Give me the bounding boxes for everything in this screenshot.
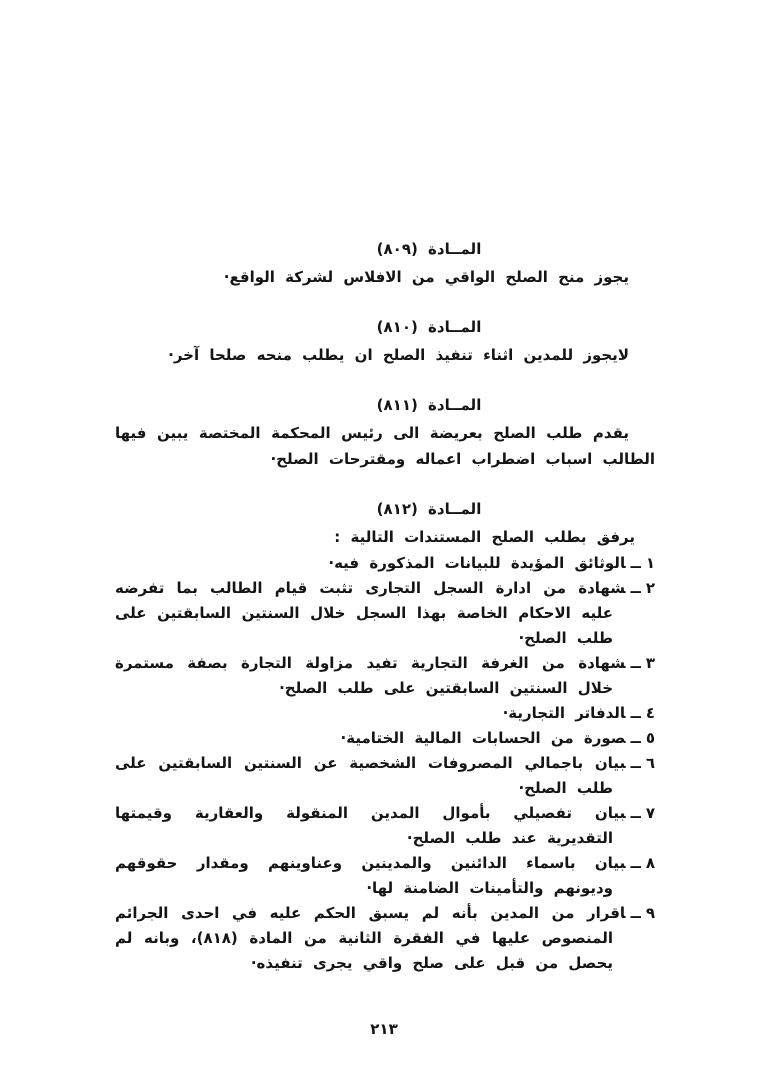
list-item-dash: ــ [630,904,641,922]
page-number: ٢١٣ [370,1020,398,1038]
list-item-text: الدفاتر التجارية· [502,704,626,722]
article-title: المــادة (٨١١) [376,396,482,414]
list-item-number: ٨ [645,854,655,872]
list-item [115,901,655,976]
list-item-number: ٢ [645,579,655,597]
list-item-dash: ــ [630,804,641,822]
list-item-dash: ــ [630,729,641,747]
article-section [115,236,655,290]
article-title: المــادة (٨١٠) [376,318,482,336]
list-item-number: ٩ [645,904,655,922]
list-item-text: صورة من الحسابات المالية الختامية· [340,729,626,747]
article-title: المــادة (٨١٢) [376,500,482,518]
article-section [115,314,655,368]
list-item-text: شهادة من ادارة السجل التجارى تثبت قيام الطالب بما تفرضه عليه الاحكام الخاصة بهذا السجل خلال السنتين السابقتين على طلب الصلح· [115,579,626,647]
article-list-intro: يرفق بطلب الصلح المستندات التالية : [334,528,635,546]
list-item-number: ٤ [645,704,655,722]
list-item-text: بيان تفصيلي بأموال المدين المنقولة والعقارية وقيمتها التقديرية عند طلب الصلح· [115,804,626,847]
article-paragraph: لايجوز للمدين اثناء تنفيذ الصلح ان يطلب منحه صلحا آخر· [168,346,629,364]
article-section [115,496,655,976]
article-section [115,392,655,472]
list-item-text: بيان باجمالي المصروفات الشخصية عن السنتين السابقتين على طلب الصلح· [115,754,626,797]
list-item-number: ٣ [645,654,655,672]
articles-container [115,236,655,976]
list-item [115,651,655,701]
list-item [115,801,655,851]
list-item [115,701,655,726]
article-paragraph: يجوز منح الصلح الواقي من الافلاس لشركة الواقع· [223,268,629,286]
list-item-text: اقرار من المدين بأنه لم يسبق الحكم عليه في احدى الجرائم المنصوص عليها في الفقرة الثانية من المادة (٨١٨)، وبانه لم يحصل من قبل على صلح واقي يجرى تنفيذه· [115,904,626,972]
list-item-dash: ــ [630,579,641,597]
list-item-dash: ــ [630,704,641,722]
article-paragraph: يقدم طلب الصلح بعريضة الى رئيس المحكمة المختصة يبين فيها الطالب اسباب اضطراب اعماله ومقترحات الصلح· [115,424,655,468]
list-item-number: ١ [645,554,655,572]
list-item-text: بيان باسماء الدائنين والمدينين وعناوينهم ومقدار حقوقهم وديونهم والتأمينات الضامنة لها· [115,854,626,897]
list-item-number: ٦ [645,754,655,772]
list-item [115,576,655,651]
list-item [115,751,655,801]
list-item-number: ٥ [645,729,655,747]
list-item-dash: ــ [630,754,641,772]
list-item-text: الوثائق المؤيدة للبيانات المذكورة فيه· [328,554,626,572]
article-item-list [115,551,655,976]
article-title: المــادة (٨٠٩) [376,240,482,258]
list-item-text: شهادة من الغرفة التجارية تفيد مزاولة التجارة بصفة مستمرة خلال السنتين السابقتين على طلب الصلح· [115,654,626,697]
list-item [115,726,655,751]
list-item [115,851,655,901]
list-item-number: ٧ [645,804,655,822]
list-item-dash: ــ [630,654,641,672]
list-item-dash: ــ [630,554,641,572]
list-item [115,551,655,576]
list-item-dash: ــ [630,854,641,872]
